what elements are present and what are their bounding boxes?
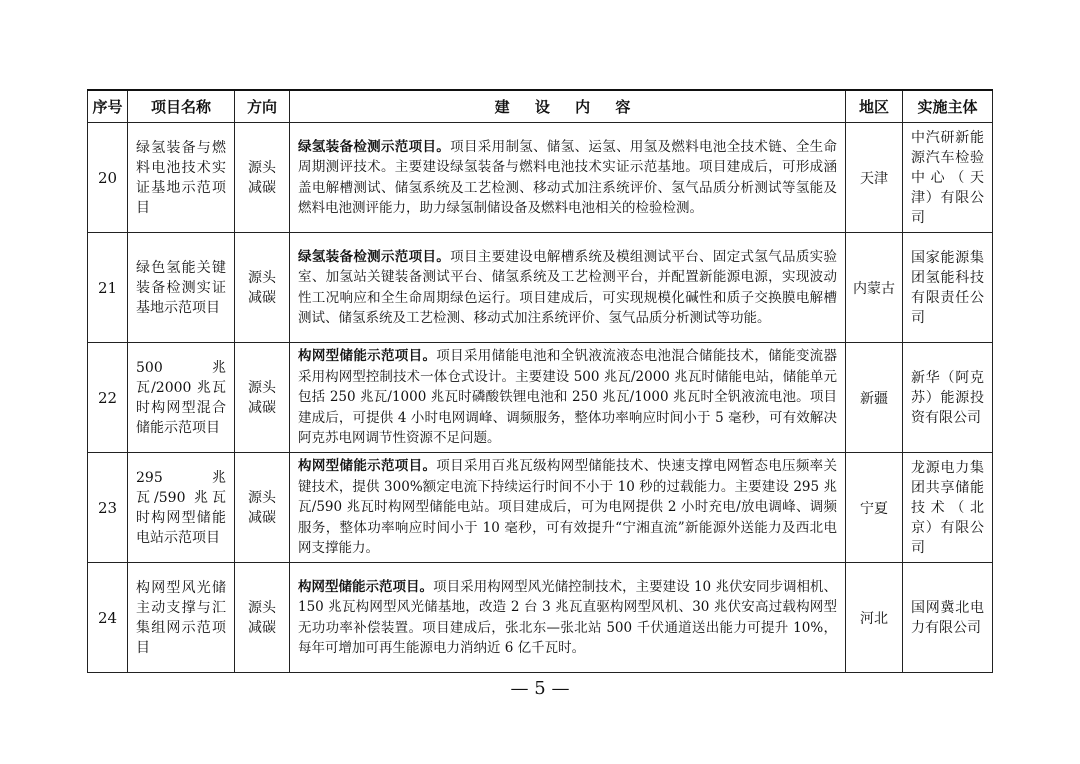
table-header-row (88, 90, 993, 123)
project-org: 国网冀北电力有限公司 (903, 563, 993, 673)
project-content (290, 343, 846, 453)
header-org: 实施主体 (903, 90, 993, 123)
project-content (290, 233, 846, 343)
table-row (88, 563, 993, 673)
project-org: 龙源电力集团共享储能技术（北京）有限公司 (903, 453, 993, 563)
project-direction (235, 233, 290, 343)
row-number: 23 (88, 453, 128, 563)
project-content (290, 453, 846, 563)
direction-text: 源头减碳 (248, 159, 276, 196)
direction-text: 源头减碳 (248, 599, 276, 636)
row-number: 22 (88, 343, 128, 453)
project-content-text: 项目主要建设电解槽系统及模组测试平台、固定式氢气品质实验室、加氢站关键装备测试平台、储氢系统及工艺检测平台，并配置新能源电源，实现波动性工况响应和全生命周期绿色运行。项目建成后，可实现规模化碱性和质子交换膜电解槽测试、储氢系统及工艺检测、移动式加注系统评价、氢气品质分析测试等功能。 (298, 248, 838, 326)
project-content (290, 563, 846, 673)
project-content-text: 项目采用制氢、储氢、运氢、用氢及燃料电池全技术链、全生命周期测评技术。主要建设绿氢装备与燃料电池技术实证示范基地。项目建成后，可形成涵盖电解槽测试、储氢系统及工艺检测、移动式加注系统评价、氢气品质分析测试等氢能及燃料电池测评能力，助力绿氢制储设备及燃料电池相关的检验检测。 (298, 138, 838, 216)
project-org: 新华（阿克苏）能源投资有限公司 (903, 343, 993, 453)
project-content-text: 项目采用储能电池和全钒液流液态电池混合储能技术，储能变流器采用构网型控制技术一体仓式设计。主要建设 500 兆瓦/2000 兆瓦时储能电站，储能单元包括 250 兆瓦/1000 兆瓦时磷酸铁锂电池和 250 兆瓦/1000 兆瓦时全钒液流电池。项目建成后，可提供 4 小时电网调峰、调频服务，整体功率响应时间小于 5 毫秒，可有效解决阿克苏电网调节性资源不足问题。 (298, 348, 838, 447)
project-region: 内蒙古 (846, 233, 903, 343)
project-name: 绿氢装备与燃料电池技术实证基地示范项目 (128, 123, 235, 233)
project-region: 新疆 (846, 343, 903, 453)
header-num: 序号 (88, 90, 128, 123)
header-name: 项目名称 (128, 90, 235, 123)
row-number: 21 (88, 233, 128, 343)
project-category: 绿氢装备检测示范项目。 (298, 138, 451, 155)
row-number: 24 (88, 563, 128, 673)
table-row (88, 123, 993, 233)
header-region: 地区 (846, 90, 903, 123)
project-region: 天津 (846, 123, 903, 233)
direction-text: 源头减碳 (248, 269, 276, 306)
project-category: 构网型储能示范项目。 (298, 458, 437, 475)
direction-text: 源头减碳 (248, 379, 276, 416)
project-name: 500 兆瓦/2000 兆瓦时构网型混合储能示范项目 (128, 343, 235, 453)
project-content-text: 项目采用构网型风光储控制技术，主要建设 10 兆伏安同步调相机、150 兆瓦构网型风光储基地，改造 2 台 3 兆瓦直驱构网型风机、30 兆伏安高过载构网型无功功率补偿装置。项目建成后，张北东—张北站 500 千伏通道送出能力可提升 10%，每年可增加可再生能源电力消纳近 6 亿千瓦时。 (298, 578, 837, 656)
table-row (88, 453, 993, 563)
project-content-text: 项目采用百兆瓦级构网型储能技术、快速支撑电网暂态电压频率关键技术，提供 300%额定电流下持续运行时间不小于 10 秒的过载能力。主要建设 295 兆瓦/590 兆瓦时构网型储能电站。项目建成后，可为电网提供 2 小时充电/放电调峰、调频服务，整体功率响应时间小于 10 毫秒，可有效提升“宁湘直流”新能源外送能力及西北电网支撑能力。 (298, 458, 838, 557)
table-row (88, 343, 993, 453)
project-category: 构网型储能示范项目。 (298, 348, 437, 365)
project-name: 绿色氢能关键装备检测实证基地示范项目 (128, 233, 235, 343)
project-direction (235, 343, 290, 453)
project-direction (235, 453, 290, 563)
project-org: 国家能源集团氢能科技有限责任公司 (903, 233, 993, 343)
project-direction (235, 563, 290, 673)
project-category: 绿氢装备检测示范项目。 (298, 248, 451, 265)
project-region: 河北 (846, 563, 903, 673)
project-category: 构网型储能示范项目。 (298, 578, 434, 595)
project-org: 中汽研新能源汽车检验中心（天津）有限公司 (903, 123, 993, 233)
header-content: 建 设 内 容 (290, 90, 846, 123)
project-region: 宁夏 (846, 453, 903, 563)
projects-table (87, 89, 993, 673)
project-name: 构网型风光储主动支撑与汇集组网示范项目 (128, 563, 235, 673)
table-row (88, 233, 993, 343)
direction-text: 源头减碳 (248, 489, 276, 526)
project-name: 295 兆瓦/590 兆瓦时构网型储能电站示范项目 (128, 453, 235, 563)
project-direction (235, 123, 290, 233)
row-number: 20 (88, 123, 128, 233)
header-direction: 方向 (235, 90, 290, 123)
page-number: — 5 — (510, 678, 570, 699)
project-content (290, 123, 846, 233)
